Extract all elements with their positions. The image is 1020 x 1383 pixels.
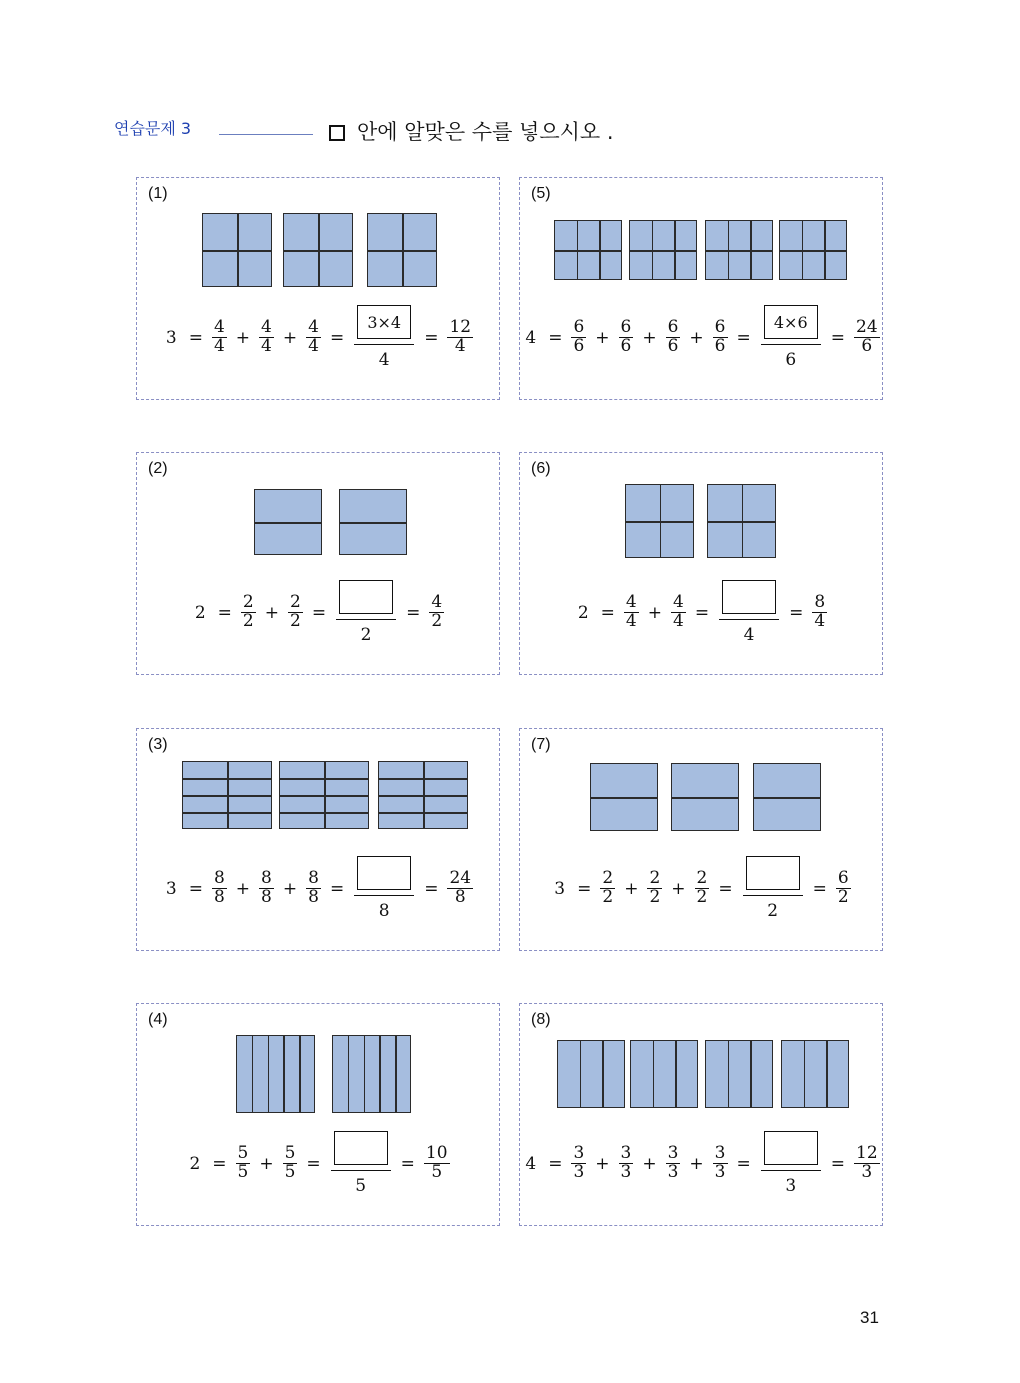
fraction-numerator: 2	[649, 868, 661, 889]
fraction-numerator: 2	[602, 868, 614, 889]
fraction-term	[666, 319, 681, 356]
answer-box[interactable]	[339, 580, 393, 614]
whole-number: 3	[554, 878, 566, 899]
result-fraction	[812, 594, 827, 631]
fraction-term	[259, 870, 274, 907]
fraction-model-rectangle	[671, 763, 739, 831]
fraction-denominator: 6	[667, 336, 679, 356]
division-line	[280, 812, 368, 814]
equation	[520, 1131, 882, 1196]
fraction-numerator: 8	[261, 868, 272, 889]
equals-sign: =	[736, 327, 751, 348]
fraction-numerator: 5	[284, 1143, 296, 1164]
whole-number: 3	[165, 327, 177, 348]
fraction-denominator: 3	[620, 1162, 632, 1182]
whole-number: 4	[525, 327, 537, 348]
fraction-model-rectangle	[629, 220, 697, 280]
plus-sign: +	[689, 327, 704, 348]
division-line	[728, 1041, 730, 1107]
header-divider	[219, 134, 313, 135]
fraction-model-rectangle	[202, 213, 272, 287]
fraction-term	[306, 870, 321, 907]
fraction-denominator: 4	[261, 336, 272, 356]
result-denominator: 5	[431, 1162, 443, 1182]
fraction-numerator: 3	[620, 1143, 632, 1164]
equals-sign: =	[718, 878, 733, 899]
fraction-numerator: 3	[667, 1143, 679, 1164]
fraction-term	[619, 1145, 634, 1182]
problem-number: (3)	[148, 736, 168, 753]
plus-sign: +	[259, 1153, 274, 1174]
equals-sign: =	[311, 602, 327, 623]
answer-denominator: 3	[785, 1176, 797, 1196]
fraction-model-rectangle	[378, 761, 468, 829]
division-line	[368, 250, 436, 252]
division-line	[379, 795, 467, 797]
fraction-term	[306, 319, 321, 356]
answer-denominator: 2	[360, 625, 372, 645]
plus-sign: +	[282, 327, 298, 348]
equals-sign: =	[329, 878, 345, 899]
division-line	[280, 795, 368, 797]
equals-sign: =	[694, 602, 710, 623]
division-line	[602, 1041, 604, 1107]
fraction-numerator: 4	[261, 317, 272, 338]
answer-box[interactable]	[746, 856, 800, 890]
fraction-denominator: 8	[308, 887, 319, 907]
fraction-numerator: 4	[673, 592, 684, 613]
fraction-term	[713, 319, 728, 356]
plus-sign: +	[642, 327, 657, 348]
equals-sign: =	[329, 327, 345, 348]
answer-fraction	[761, 1131, 821, 1196]
answer-fraction	[761, 305, 821, 370]
division-line	[183, 812, 271, 814]
problem-panel	[519, 728, 883, 951]
equals-sign: =	[789, 602, 804, 623]
division-line	[675, 1041, 677, 1107]
result-denominator: 4	[454, 336, 466, 356]
problem-number: (8)	[531, 1011, 551, 1028]
fraction-model-rectangle	[753, 763, 821, 831]
result-numerator: 10	[425, 1143, 448, 1164]
fraction-denominator: 3	[714, 1162, 726, 1182]
division-line	[653, 1041, 655, 1107]
fraction-numerator: 8	[213, 868, 225, 889]
answer-fraction	[354, 856, 414, 921]
fraction-term	[647, 870, 662, 907]
fraction-numerator: 6	[620, 317, 632, 338]
problem-number: (5)	[531, 185, 551, 202]
answer-fraction	[331, 1131, 391, 1196]
division-line	[395, 1036, 397, 1112]
division-line	[706, 250, 772, 252]
equation	[520, 580, 882, 645]
fraction-model-rectangle	[779, 220, 847, 280]
result-numerator: 24	[449, 868, 472, 889]
result-denominator: 4	[814, 611, 826, 631]
equation	[137, 580, 499, 645]
fraction-denominator: 2	[649, 887, 661, 907]
problem-panel	[136, 1003, 500, 1226]
fraction-model-rectangle	[705, 220, 773, 280]
fraction-denominator: 2	[696, 887, 708, 907]
problem-number: (7)	[531, 736, 551, 753]
fraction-model-rectangle	[182, 761, 272, 829]
fraction-model-rectangle	[590, 763, 658, 831]
equation	[520, 856, 882, 921]
fraction-model-rectangle	[630, 1040, 698, 1108]
fraction-denominator: 3	[667, 1162, 679, 1182]
equation	[137, 1131, 499, 1196]
result-fraction	[447, 870, 473, 907]
answer-denominator: 6	[785, 350, 797, 370]
result-numerator: 12	[449, 317, 472, 338]
fraction-model-rectangle	[707, 484, 776, 558]
problem-number: (2)	[148, 460, 168, 477]
plus-sign: +	[689, 1153, 704, 1174]
division-line	[780, 250, 846, 252]
fraction-denominator: 4	[625, 611, 637, 631]
problem-panel	[136, 452, 500, 675]
answer-box[interactable]: 4×6	[764, 305, 818, 339]
result-numerator: 6	[837, 868, 849, 889]
whole-number: 3	[165, 878, 177, 899]
answer-denominator: 8	[378, 901, 390, 921]
plus-sign: +	[671, 878, 686, 899]
fraction-denominator: 6	[573, 336, 585, 356]
result-fraction	[854, 319, 880, 356]
result-denominator: 6	[861, 336, 873, 356]
result-fraction	[429, 594, 444, 631]
fraction-numerator: 4	[625, 592, 637, 613]
plus-sign: +	[624, 878, 639, 899]
division-line	[754, 797, 820, 799]
fraction-model-rectangle	[557, 1040, 625, 1108]
fraction-term	[666, 1145, 681, 1182]
fraction-term	[571, 319, 586, 356]
fraction-numerator: 4	[308, 317, 319, 338]
fraction-numerator: 6	[667, 317, 679, 338]
equals-sign: =	[830, 327, 845, 348]
whole-number: 2	[194, 602, 206, 623]
fraction-bar	[354, 895, 414, 896]
division-line	[364, 1036, 366, 1112]
fraction-term	[619, 319, 634, 356]
fraction-numerator: 3	[573, 1143, 585, 1164]
fraction-denominator: 8	[213, 887, 225, 907]
equals-sign: =	[306, 1153, 321, 1174]
fraction-bar	[354, 344, 414, 345]
answer-fraction	[719, 580, 779, 645]
division-line	[750, 1041, 752, 1107]
result-fraction	[854, 1145, 880, 1182]
fraction-model-rectangle	[332, 1035, 411, 1113]
fraction-numerator: 2	[242, 592, 254, 613]
equation	[137, 856, 499, 921]
equals-sign: =	[212, 1153, 227, 1174]
equals-sign: =	[548, 327, 563, 348]
result-fraction	[836, 870, 851, 907]
equals-sign: =	[736, 1153, 751, 1174]
fraction-numerator: 4	[213, 317, 225, 338]
answer-box[interactable]	[334, 1131, 388, 1165]
plus-sign: +	[282, 878, 298, 899]
fraction-denominator: 2	[602, 887, 614, 907]
fraction-term	[288, 594, 303, 631]
fraction-model-rectangle	[283, 213, 353, 287]
fraction-model-rectangle	[781, 1040, 849, 1108]
fraction-bar	[336, 619, 396, 620]
problem-number: (6)	[531, 460, 551, 477]
fraction-denominator: 6	[620, 336, 632, 356]
equals-sign: =	[548, 1153, 563, 1174]
division-line	[630, 250, 696, 252]
equals-sign: =	[217, 602, 232, 623]
equals-sign: =	[600, 602, 615, 623]
plus-sign: +	[647, 602, 662, 623]
fraction-numerator: 2	[290, 592, 301, 613]
result-denominator: 8	[454, 887, 466, 907]
fraction-denominator: 4	[213, 336, 225, 356]
equation	[137, 305, 499, 370]
result-fraction	[447, 319, 473, 356]
exercise-label: 연습문제 3	[114, 119, 192, 138]
result-denominator: 3	[861, 1162, 873, 1182]
equals-sign: =	[830, 1153, 845, 1174]
fraction-term	[713, 1145, 728, 1182]
fraction-bar	[719, 619, 779, 620]
fraction-term	[212, 319, 227, 356]
result-fraction	[424, 1145, 450, 1182]
fraction-bar	[761, 344, 821, 345]
whole-number: 2	[577, 602, 589, 623]
answer-denominator: 4	[378, 350, 390, 370]
fraction-denominator: 8	[261, 887, 272, 907]
fraction-term	[259, 319, 274, 356]
fraction-term	[571, 1145, 586, 1182]
fraction-denominator: 6	[714, 336, 726, 356]
equals-sign: =	[406, 602, 421, 623]
fraction-model-rectangle	[705, 1040, 773, 1108]
problem-panel	[136, 177, 500, 400]
plus-sign: +	[595, 327, 610, 348]
division-line	[379, 812, 467, 814]
division-line	[299, 1036, 301, 1112]
division-line	[340, 522, 406, 524]
fraction-term	[624, 594, 639, 631]
equals-sign: =	[188, 327, 203, 348]
division-line	[348, 1036, 350, 1112]
fraction-bar	[743, 895, 803, 896]
fraction-model-rectangle	[554, 220, 622, 280]
division-line	[268, 1036, 270, 1112]
division-line	[708, 521, 775, 523]
equals-sign: =	[424, 878, 439, 899]
division-line	[252, 1036, 254, 1112]
division-line	[826, 1041, 828, 1107]
answer-fraction	[336, 580, 396, 645]
instruction-text: 안에 알맞은 수를 넣으시오 .	[357, 120, 614, 144]
fraction-denominator: 5	[237, 1162, 249, 1182]
fraction-numerator: 6	[573, 317, 585, 338]
result-numerator: 8	[814, 592, 826, 613]
division-line	[379, 778, 467, 780]
plus-sign: +	[264, 602, 279, 623]
fraction-numerator: 6	[714, 317, 726, 338]
fraction-denominator: 2	[242, 611, 254, 631]
division-line	[804, 1041, 806, 1107]
result-numerator: 24	[856, 317, 878, 338]
fraction-term	[241, 594, 256, 631]
fraction-term	[695, 870, 710, 907]
result-denominator: 2	[431, 611, 443, 631]
fraction-numerator: 3	[714, 1143, 726, 1164]
fraction-numerator: 8	[308, 868, 319, 889]
division-line	[591, 797, 657, 799]
answer-fraction	[354, 305, 414, 370]
fraction-denominator: 3	[573, 1162, 585, 1182]
answer-box[interactable]	[357, 856, 411, 890]
fraction-denominator: 4	[673, 611, 684, 631]
problem-panel	[136, 728, 500, 951]
fraction-bar	[331, 1170, 391, 1171]
fraction-term	[600, 870, 615, 907]
fraction-model-rectangle	[625, 484, 694, 558]
whole-number: 2	[189, 1153, 201, 1174]
division-line	[555, 250, 621, 252]
result-numerator: 4	[431, 592, 443, 613]
fraction-model-rectangle	[367, 213, 437, 287]
fraction-term	[212, 870, 227, 907]
fraction-numerator: 5	[237, 1143, 249, 1164]
plus-sign: +	[235, 878, 251, 899]
division-line	[580, 1041, 582, 1107]
answer-fraction	[743, 856, 803, 921]
plus-sign: +	[642, 1153, 657, 1174]
page-number: 31	[860, 1308, 879, 1327]
fraction-term	[283, 1145, 298, 1182]
fraction-denominator: 4	[308, 336, 319, 356]
fraction-model-rectangle	[254, 489, 322, 555]
plus-sign: +	[595, 1153, 610, 1174]
division-line	[283, 1036, 285, 1112]
division-line	[379, 1036, 381, 1112]
division-line	[203, 250, 271, 252]
result-denominator: 2	[837, 887, 849, 907]
division-line	[672, 797, 738, 799]
answer-denominator: 4	[743, 625, 755, 645]
whole-number: 4	[525, 1153, 537, 1174]
answer-denominator: 2	[767, 901, 779, 921]
equals-sign: =	[577, 878, 592, 899]
equals-sign: =	[400, 1153, 415, 1174]
division-line	[626, 521, 693, 523]
problem-panel	[519, 1003, 883, 1226]
equals-sign: =	[812, 878, 827, 899]
fraction-numerator: 2	[696, 868, 708, 889]
answer-denominator: 5	[355, 1176, 367, 1196]
plus-sign: +	[235, 327, 251, 348]
equation	[520, 305, 882, 370]
fraction-term	[671, 594, 686, 631]
fraction-bar	[761, 1170, 821, 1171]
fraction-model-rectangle	[236, 1035, 315, 1113]
division-line	[284, 250, 352, 252]
division-line	[280, 778, 368, 780]
equals-sign: =	[188, 878, 203, 899]
answer-box[interactable]: 3×4	[357, 305, 411, 339]
problem-number: (4)	[148, 1011, 168, 1028]
problem-panel	[519, 452, 883, 675]
fraction-denominator: 5	[284, 1162, 296, 1182]
fraction-model-rectangle	[279, 761, 369, 829]
fraction-term	[236, 1145, 251, 1182]
division-line	[183, 795, 271, 797]
fraction-model-rectangle	[339, 489, 407, 555]
answer-box[interactable]	[764, 1131, 818, 1165]
division-line	[255, 522, 321, 524]
division-line	[183, 778, 271, 780]
fraction-denominator: 2	[290, 611, 301, 631]
problem-number: (1)	[148, 185, 168, 202]
empty-box-symbol-icon	[329, 125, 345, 141]
result-numerator: 12	[856, 1143, 878, 1164]
equals-sign: =	[424, 327, 439, 348]
answer-box[interactable]	[722, 580, 776, 614]
problem-panel	[519, 177, 883, 400]
